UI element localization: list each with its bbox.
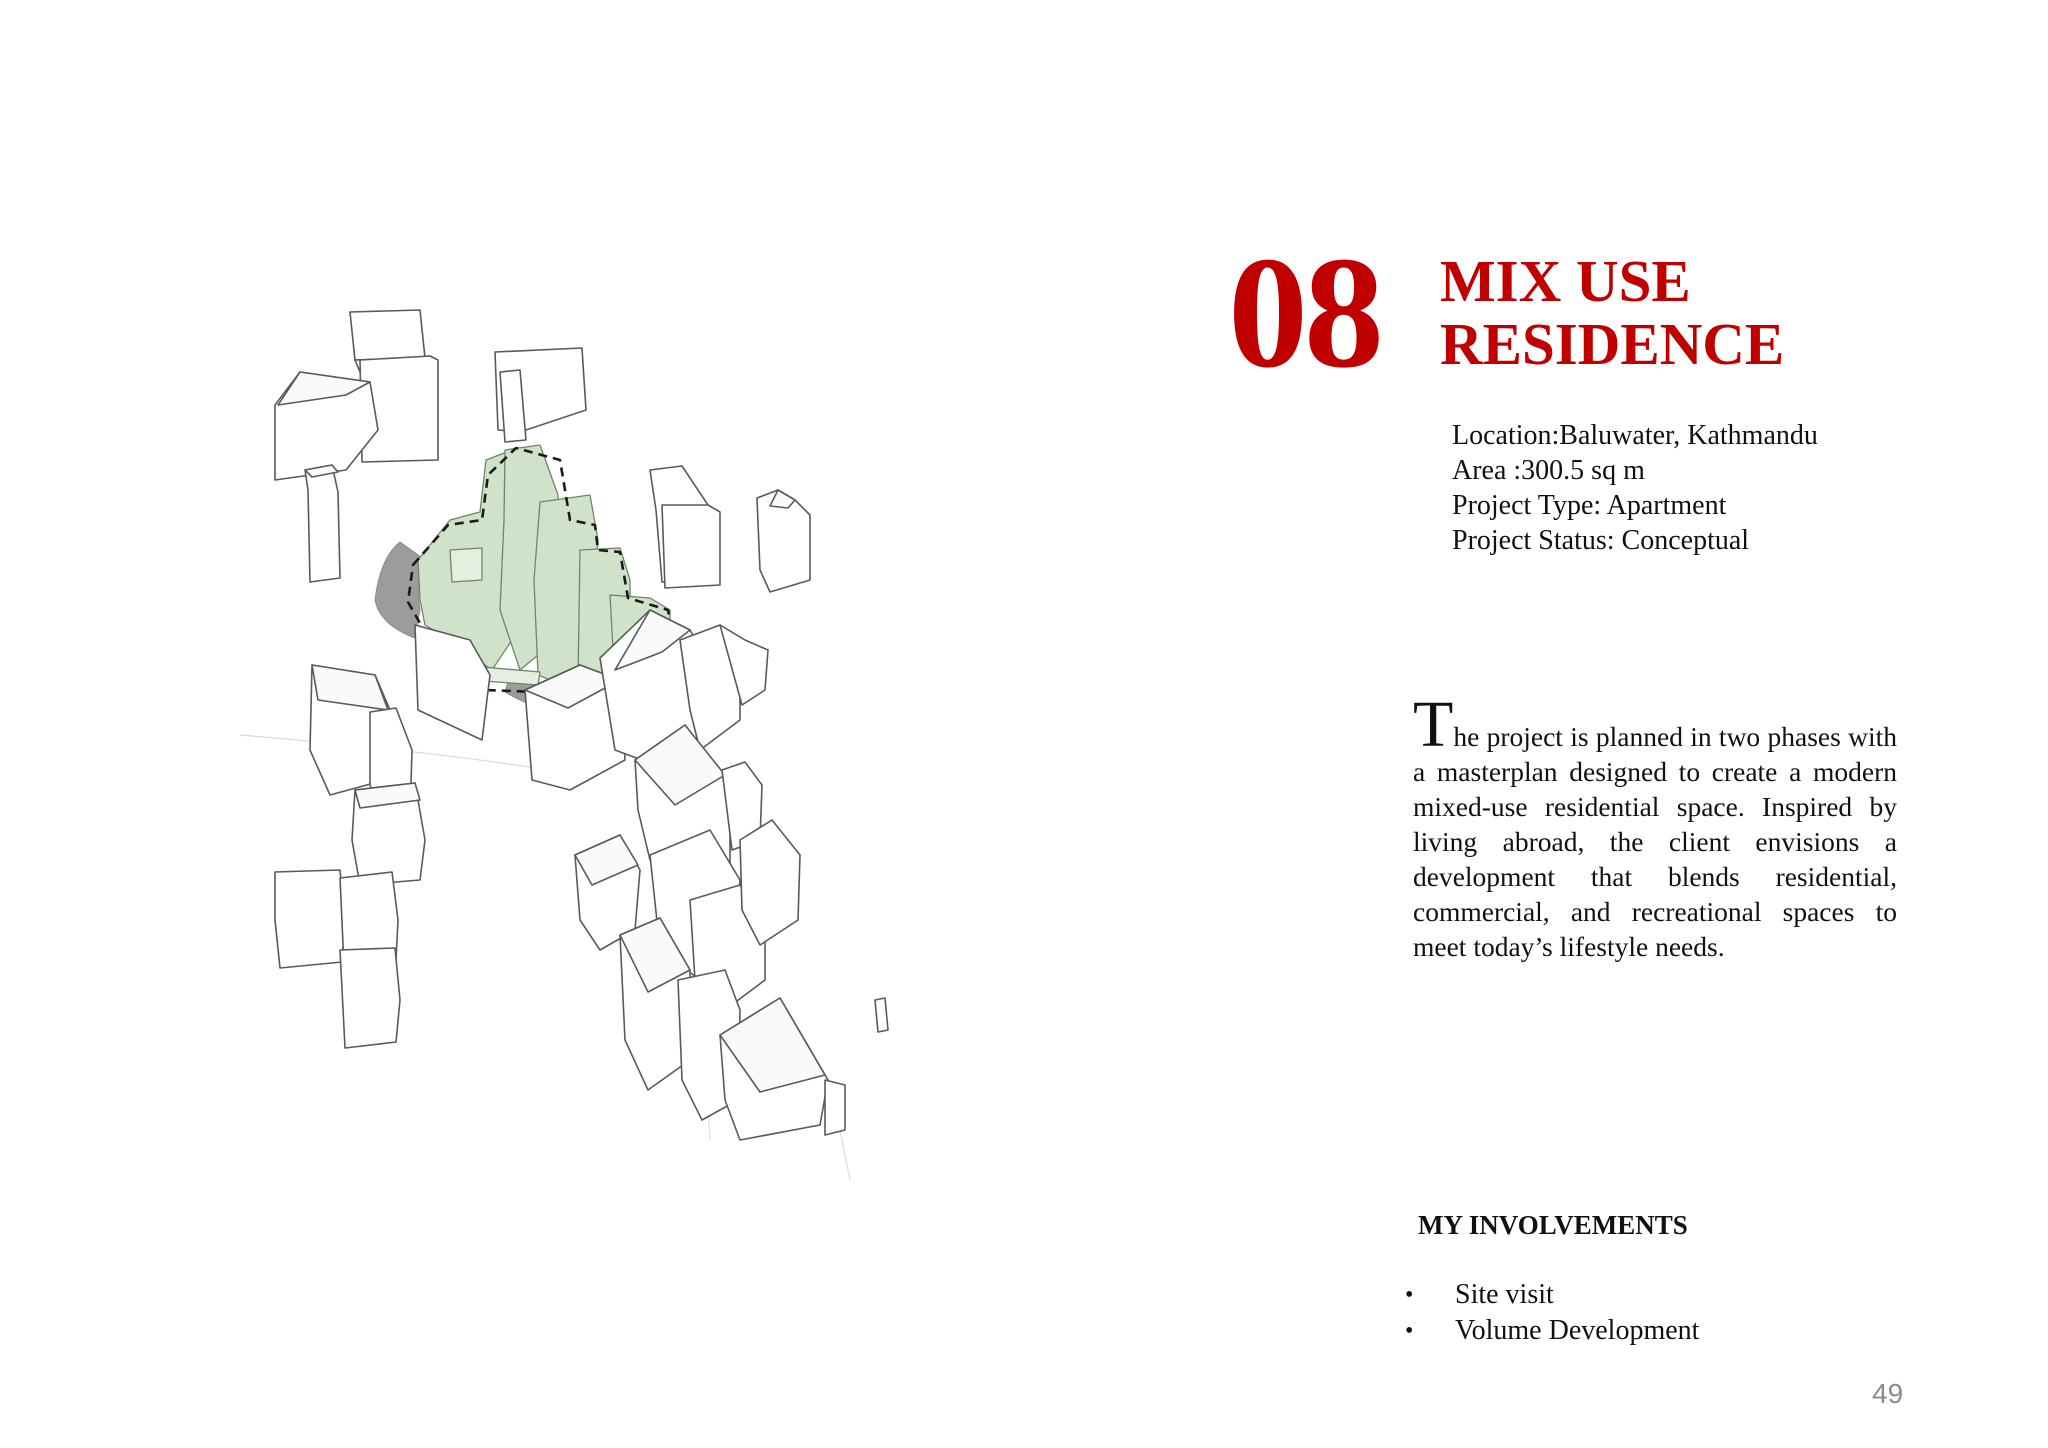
project-title-line2: RESIDENCE (1440, 311, 1785, 378)
project-title (1440, 250, 1784, 376)
site-massing-drawing (220, 280, 940, 1180)
project-description (1413, 688, 1897, 964)
location-text: Location:Baluwater, Kathmandu (1452, 420, 1818, 451)
project-details (1452, 418, 1818, 558)
page-number: 49 (1872, 1378, 1904, 1409)
project-title-line1: MIX USE (1440, 248, 1691, 314)
bullet-icon: • (1405, 1282, 1414, 1308)
involvements-heading: MY INVOLVEMENTS (1418, 1210, 1688, 1240)
project-number: 08 (1228, 223, 1380, 401)
involvement-item-label: Site visit (1455, 1279, 1554, 1310)
involvement-item-label: Volume Development (1455, 1315, 1700, 1346)
drop-cap: T (1413, 688, 1454, 761)
involvements-list (1405, 1277, 1699, 1349)
project-status-text: Project Status: Conceptual (1452, 525, 1750, 556)
involvement-item (1405, 1313, 1699, 1349)
description-text: he project is planned in two phases with a masterplan designed to create a modern mixed-use residential space. Inspired by living abroad, the client envisions a development that blends residential, commercial, and recreational spaces to meet today’s lifestyle needs. (1413, 721, 1897, 962)
bullet-icon: • (1405, 1318, 1414, 1344)
involvement-item (1405, 1277, 1699, 1313)
project-type-text: Project Type: Apartment (1452, 490, 1727, 521)
area-text: Area :300.5 sq m (1452, 455, 1645, 486)
